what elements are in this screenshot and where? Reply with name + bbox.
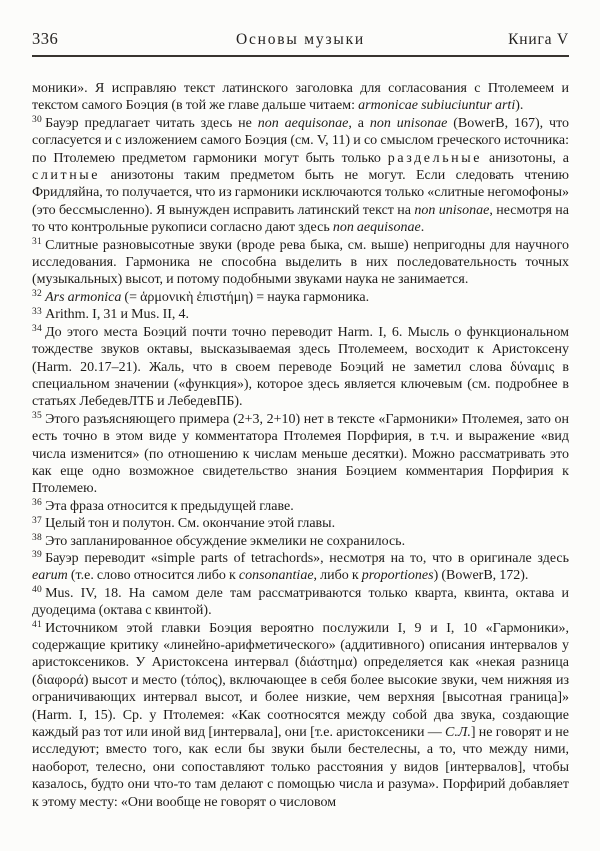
italic-term: non unisonae — [369, 115, 448, 131]
text-run: ] не говорят и не исследуют; вместо того, как если бы звуки были бестелесны, а то, что между ними, наоборот, телесно, они сопоставляют только расстояния у видов [интервалов], чтобы казалось, будто они что-то там делают с помощью числа и разума». Порфирий добавляет к этому месту: «Они вообще не говорят о числовом — [32, 725, 569, 810]
footnote-38: 38 Это запланированное обсуждение экмелики не сохранилось. — [32, 533, 406, 549]
text-run: (т.е. слово относится либо к — [67, 568, 239, 584]
text-run: , а — [348, 115, 370, 131]
text-run: До этого места Боэций почти точно переводит Harm. I, 6. Мысль о функциональном тождестве звуков октавы, высказываемая здесь Птолемеем, восходит к Аристоксену (Harm. 20.17–21). Жаль, что в своем переводе Боэций не заметил слова δύναμις в специальном значении («функция»), которое здесь является ключевым (см. подробнее в статьях ЛебедевЛТБ и ЛебедевПБ). — [32, 324, 569, 410]
page-body — [32, 80, 569, 811]
text-run: . — [420, 220, 425, 236]
italic-term: Ars armonica — [45, 289, 122, 305]
continuation-paragraph — [32, 80, 569, 115]
footnote-40: 40 Mus. IV, 18. На самом деле там рассматриваются только кварта, квинта, октава и дуодецима (октава с квинтой). — [32, 585, 569, 619]
text-run: анизотоны, а — [482, 150, 569, 166]
footnote-33: 33 Arithm. I, 31 и Mus. II, 4. — [32, 306, 190, 323]
text-run: Эта фраза относится к предыдущей главе. — [45, 498, 294, 514]
text-run: Источником этой главки Боэция вероятно послужили I, 9 и I, 10 «Гармоники», содержащие критику «линейно-арифметического» (аддитивного) описания интервалов у аристоксеников. У Аристоксена интервал (διάστημα) определяется как «некая разница (διαφορά) высот и место (τόπος), включающее в себя более высокие звуки, чем нижняя из ограничивающих интервал высот, и более низкие, чем верхняя [высотная граница]» (Harm. I, 15). Ср. у Птолемея: «Как соотносятся между собой два звука, создающие каждый раз тот или иной вид [интервала], они [т.е. аристоксеники — — [32, 620, 569, 741]
text-run: Слитные разновысотные звуки (вроде рева быка, см. выше) непригодны для научного исследования. Гармоника не способна выделить в них последовательность точных (музыкальных) высот, и потому подобными звуками наука не занимается. — [32, 237, 569, 288]
italic-term: consonantiae — [238, 568, 314, 584]
text-run: , несмотря на то что контрольные рукописи согласно дают здесь — [32, 202, 570, 236]
italic-term: non unisonae — [414, 202, 490, 218]
page-number: 336 — [32, 29, 59, 48]
text-run: Это запланированное обсуждение экмелики не сохранилось. — [45, 533, 406, 549]
header-rule — [32, 55, 569, 57]
text-run: Arithm. I, 31 и Mus. II, 4. — [45, 307, 190, 323]
book-label: Книга V — [508, 31, 569, 48]
footnote-41: 41 Источником этой главки Боэция вероятно послужили I, 9 и I, 10 «Гармоники», содержащие критику «линейно-арифметического» (аддитивного) описания интервалов у аристоксеников. У Аристоксена интервал (διάστημα) определяется как «некая разница (διαφορά) высот и место (τόπος), включающее в себя более высокие звуки, чем нижняя из ограничивающих интервал высот, и более низкие, чем верхняя [высотная граница]» (Harm. I, 15). Ср. у Птолемея: «Как соотносятся между собой два звука, создающие каждый раз тот или иной вид [интервала], они [т.е. аристоксеники — С.Л.] не говорят и не исследуют; вместо того, как если бы звуки были бестелесны, а то, что между ними, наоборот, телесно, они сопоставляют только расстояния у видов [интервалов], чтобы казалось, будто они что-то там делают с помощью числа и разума». Порфирий добавляет к этому месту: «Они вообще не говорят о числовом — [32, 620, 569, 810]
text-run: Бауэр переводит «simple parts of tetrachords», несмотря на то, что в оригинале здесь — [45, 550, 569, 566]
footnote-31: 31 Слитные разновысотные звуки (вроде рева быка, см. выше) непригодны для научного исследования. Гармоника не способна выделить в них последовательность точных (музыкальных) высот, и потому подобными звуками наука не занимается. — [32, 237, 569, 288]
text-run: Mus. IV, 18. На самом деле там рассматриваются только кварта, квинта, октава и дуодецима (октава с квинтой). — [32, 585, 569, 619]
italic-term: proportiones — [361, 568, 434, 584]
text-run: Целый тон и полутон. См. окончание этой главы. — [45, 516, 336, 532]
page-header — [32, 30, 569, 49]
text-run: ). — [515, 98, 524, 114]
footnote-36: 36 Эта фраза относится к предыдущей главе. — [32, 498, 294, 514]
text-run: моники». Я исправляю текст латинского заголовка для согласования с Птолемеем и текстом самого Боэция (в той же главе дальше читаем: — [32, 81, 569, 114]
footnote-34: 34 До этого места Боэций почти точно переводит Harm. I, 6. Мысль о функциональном тождестве звуков октавы, высказываемая здесь Птолемеем, восходит к Аристоксену (Harm. 20.17–21). Жаль, что в своем переводе Боэций не заметил слова δύναμις в специальном значении («функция»), которое здесь является ключевым (см. подробнее в статьях ЛебедевЛТБ и ЛебедевПБ). — [32, 324, 569, 410]
text-run: Этого разъясняющего примера (2+3, 2+10) нет в тексте «Гармоники» Птолемея, зато он есть точно в этом виде у комментатора Птолемея Порфирия, в т.ч. и выражение «вид числа изменится» (по отношению к числам меньше десятки). Можно рассматривать это как еще одно возможное свидетельство знания Боэцием комментария Порфирия к Птолемею. — [32, 411, 569, 497]
text-run: ) (BowerB, 172). — [433, 568, 529, 584]
running-title: Основы музыки — [235, 31, 366, 48]
footnote-30: 30 Бауэр предлагает читать здесь не non aequisonae, а non unisonae (BowerB, 167), что согласуется и с изложением самого Боэция (см. V, 11) и со смыслом греческого источника: по Птолемею предметом гармоники могут быть только раздельные анизотоны, а слитные анизотоны таким предметом быть не могут. Если следовать чтению Фридляйна, то получается, что из гармоники исключаются только «слитные негомофоны» (это бессмысленно). Я вынужден исправить латинский текст на non unisonae, несмотря на то что контрольные рукописи согласно дают здесь non aequisonae. — [32, 115, 570, 236]
footnote-35: 35 Этого разъясняющего примера (2+3, 2+10) нет в тексте «Гармоники» Птолемея, зато он есть точно в этом виде у комментатора Птолемея Порфирия, в т.ч. и выражение «вид числа изменится» (по отношению к числам меньше десятки). Можно рассматривать это как еще одно возможное свидетельство знания Боэцием комментария Порфирия к Птолемею. — [32, 411, 569, 497]
footnote-37: 37 Целый тон и полутон. См. окончание этой главы. — [32, 515, 336, 532]
italic-term: non aequisonae — [332, 220, 421, 236]
footnote-39: 39 Бауэр переводит «simple parts of tetrachords», несмотря на то, что в оригинале здесь earum (т.е. слово относится либо к consonantiae, либо к proportiones) (BowerB, 172). — [32, 550, 569, 584]
footnote-32: 32 Ars armonica (= ἁρμονικὴ ἐπιστήμη) = наука гармоника. — [32, 289, 370, 305]
italic-term: earum — [32, 568, 68, 584]
emphasized-term: слитные — [32, 168, 101, 184]
italic-term: С.Л. — [445, 725, 471, 741]
text-run: , либо к — [313, 568, 362, 584]
text-run: (= ἁρμονικὴ ἐπιστήμη) = наука гармоника. — [121, 289, 370, 305]
text-run: (BowerB, 167), что согласуется и с изложением самого Боэция (см. V, 11) и со смыслом греческого источника: по Птолемею предметом гармоники могут быть только — [32, 115, 570, 166]
emphasized-term: раздельные — [387, 150, 483, 166]
italic-term: non aequisonae — [257, 115, 349, 131]
italic-term: armonicae subiuciuntur arti — [358, 98, 516, 114]
text-run: анизотоны таким предметом быть не могут. Если следовать чтению Фридляйна, то получается, что из гармоники исключаются только «слитные негомофоны» (это бессмысленно). Я вынужден исправить латинский текст на — [32, 168, 569, 218]
text-run: Бауэр предлагает читать здесь не — [45, 115, 258, 131]
